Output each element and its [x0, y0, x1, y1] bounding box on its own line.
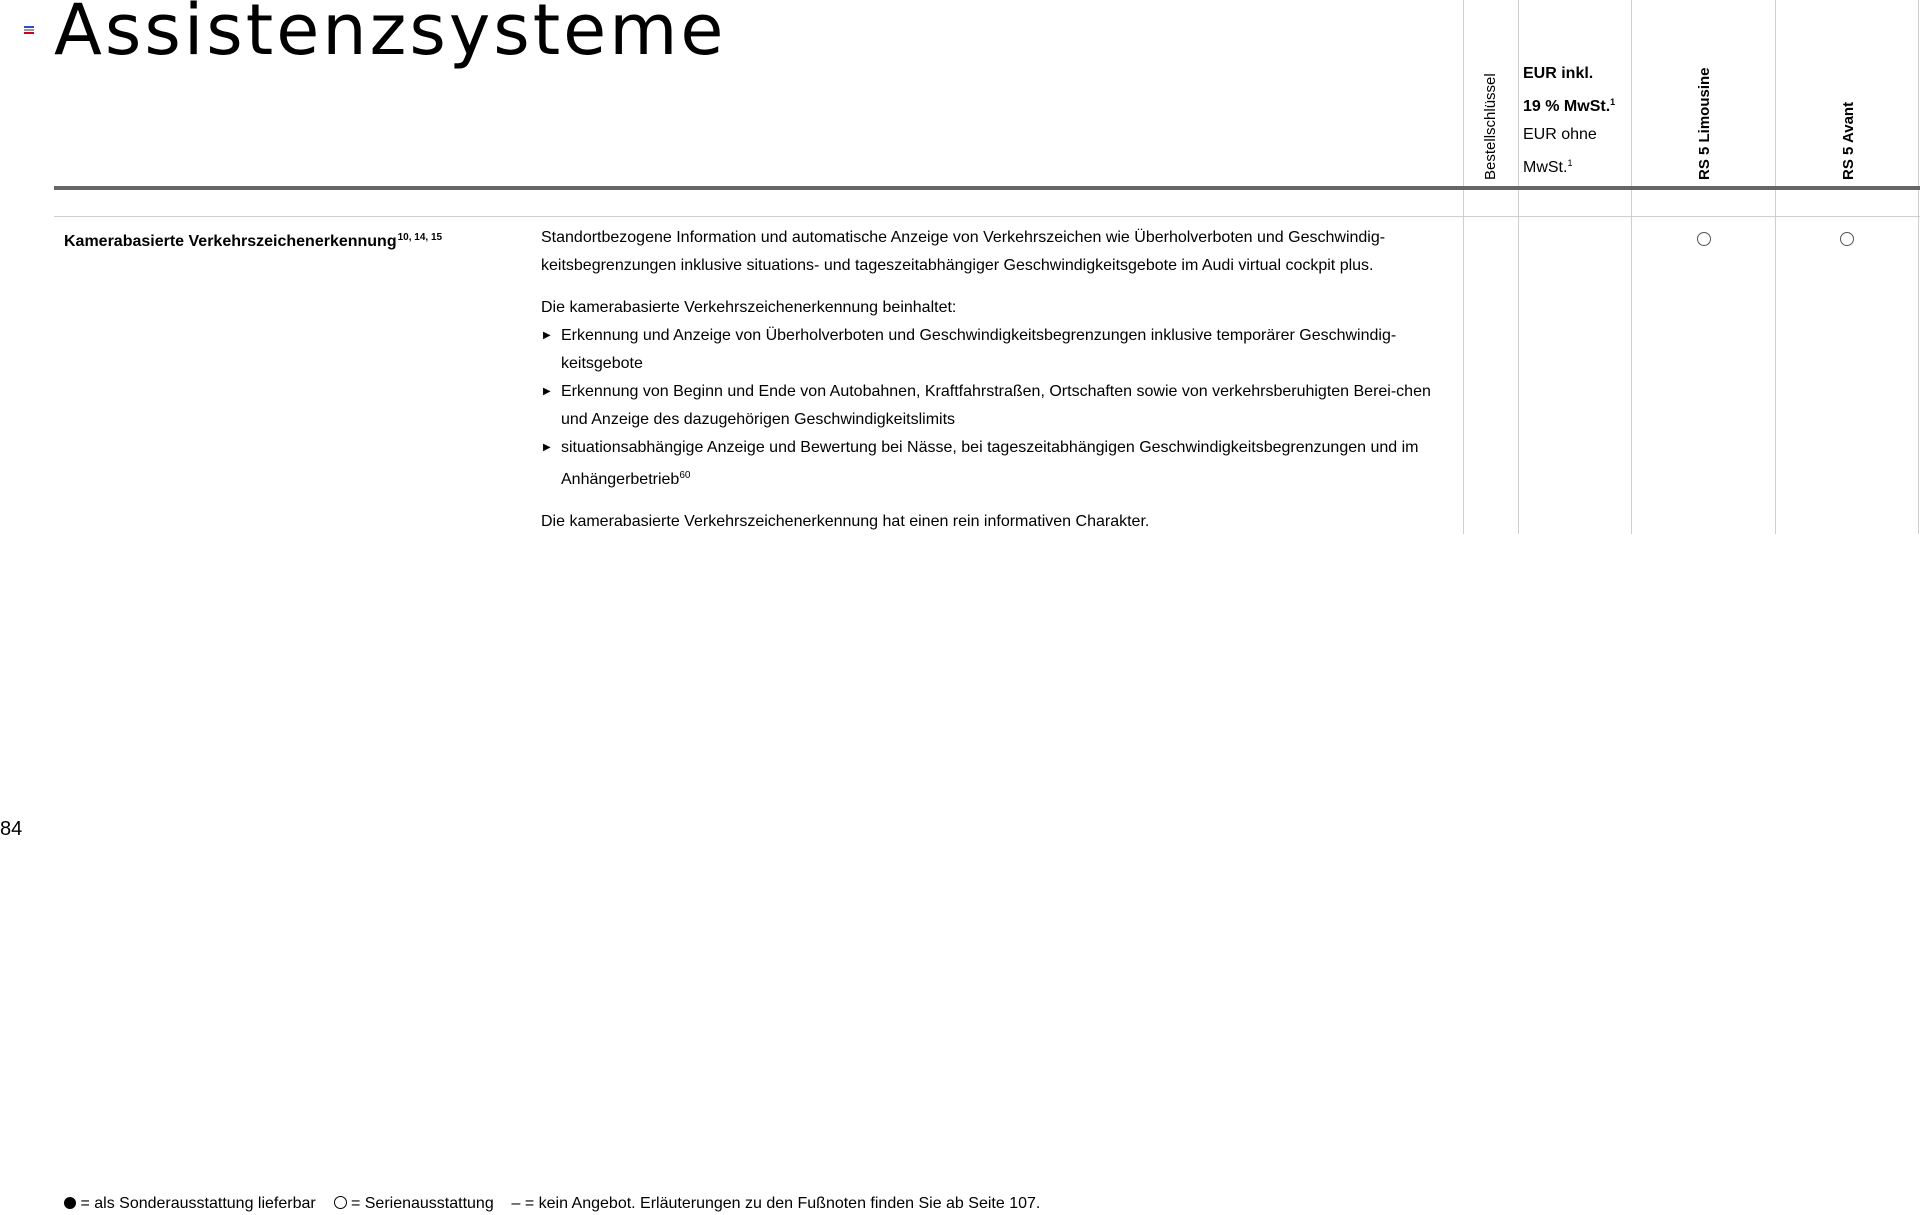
feature-note: Die kamerabasierte Verkehrszeichenerkennung hat einen rein informativen Charakter.: [541, 513, 1150, 530]
column-divider: [1463, 0, 1464, 534]
menu-bar: [24, 26, 34, 28]
legend-standard: = Serienausstattung: [350, 1195, 494, 1212]
legend: [64, 1194, 1040, 1214]
list-item: ▶ situationsabhängige Anzeige und Bewertung bei Nässe, bei tageszeitabhängigen Geschwindigkeitsbegrenzungen und im Anhängerbetrieb$^{60}$: [541, 434, 1461, 494]
legend-none: – = kein Angebot. Erläuterungen zu den Fußnoten finden Sie ab Seite 107.: [511, 1195, 1041, 1212]
filled-dot-icon: [64, 1197, 76, 1209]
column-header-rs5-limousine: RS 5 Limousine: [1696, 67, 1713, 180]
column-divider: [1518, 0, 1519, 534]
price-incl-label: EUR inkl.: [1523, 65, 1594, 82]
triangle-bullet-icon: ▶: [543, 386, 551, 397]
page-number: 84: [0, 818, 23, 840]
feature-intro: Standortbezogene Information und automatische Anzeige von Verkehrszeichen wie Überholverboten und Geschwindig-keitsbegrenzungen inklusive situations- und tageszeitabhängiger Geschwindigkeitsgebote im Audi virtual cockpit plus.: [541, 229, 1386, 274]
menu-icon[interactable]: [24, 26, 34, 34]
standard-equipment-icon-rs5-avant: [1840, 232, 1854, 246]
price-excl-label: EUR ohne: [1523, 126, 1597, 143]
price-excl-vat-label: MwSt.$^1$: [1523, 158, 1573, 176]
column-header-price: [1523, 60, 1615, 182]
feature-list-intro: Die kamerabasierte Verkehrszeichenerkennung beinhaltet:: [541, 299, 957, 316]
menu-bar: [24, 29, 34, 31]
feature-name: Kamerabasierte Verkehrszeichenerkennung$^{10, 14, 15}$: [64, 232, 443, 250]
row-divider: [54, 216, 1920, 217]
feature-description: [541, 224, 1461, 550]
list-item: ▶ Erkennung und Anzeige von Überholverboten und Geschwindigkeitsbegrenzungen inklusive temporärer Geschwindig-keitsgebote: [541, 322, 1461, 378]
feature-footnotes: 10, 14, 15: [397, 232, 443, 243]
price-incl-vat-label: 19 % MwSt.$^1$: [1523, 97, 1616, 115]
triangle-bullet-icon: ▶: [543, 442, 551, 453]
page-title: Assistenzsysteme: [54, 0, 727, 71]
triangle-bullet-icon: ▶: [543, 330, 551, 341]
list-item: ▶ Erkennung von Beginn und Ende von Autobahnen, Kraftfahrstraßen, Ortschaften sowie von verkehrsberuhigten Berei-chen und Anzeige des dazugehörigen Geschwindigkeitslimits: [541, 378, 1461, 434]
column-divider: [1775, 0, 1776, 534]
column-header-order-key: Bestellschlüssel: [1482, 73, 1499, 180]
feature-list: [541, 322, 1461, 494]
column-divider: [1631, 0, 1632, 534]
column-header-rs5-avant: RS 5 Avant: [1840, 101, 1857, 180]
standard-equipment-icon-rs5-limousine: [1697, 232, 1711, 246]
column-divider: [1918, 0, 1919, 534]
legend-optional: = als Sonderausstattung lieferbar: [80, 1195, 316, 1212]
empty-circle-icon: [334, 1196, 347, 1209]
menu-bar: [24, 32, 34, 34]
header-divider: [54, 186, 1920, 190]
